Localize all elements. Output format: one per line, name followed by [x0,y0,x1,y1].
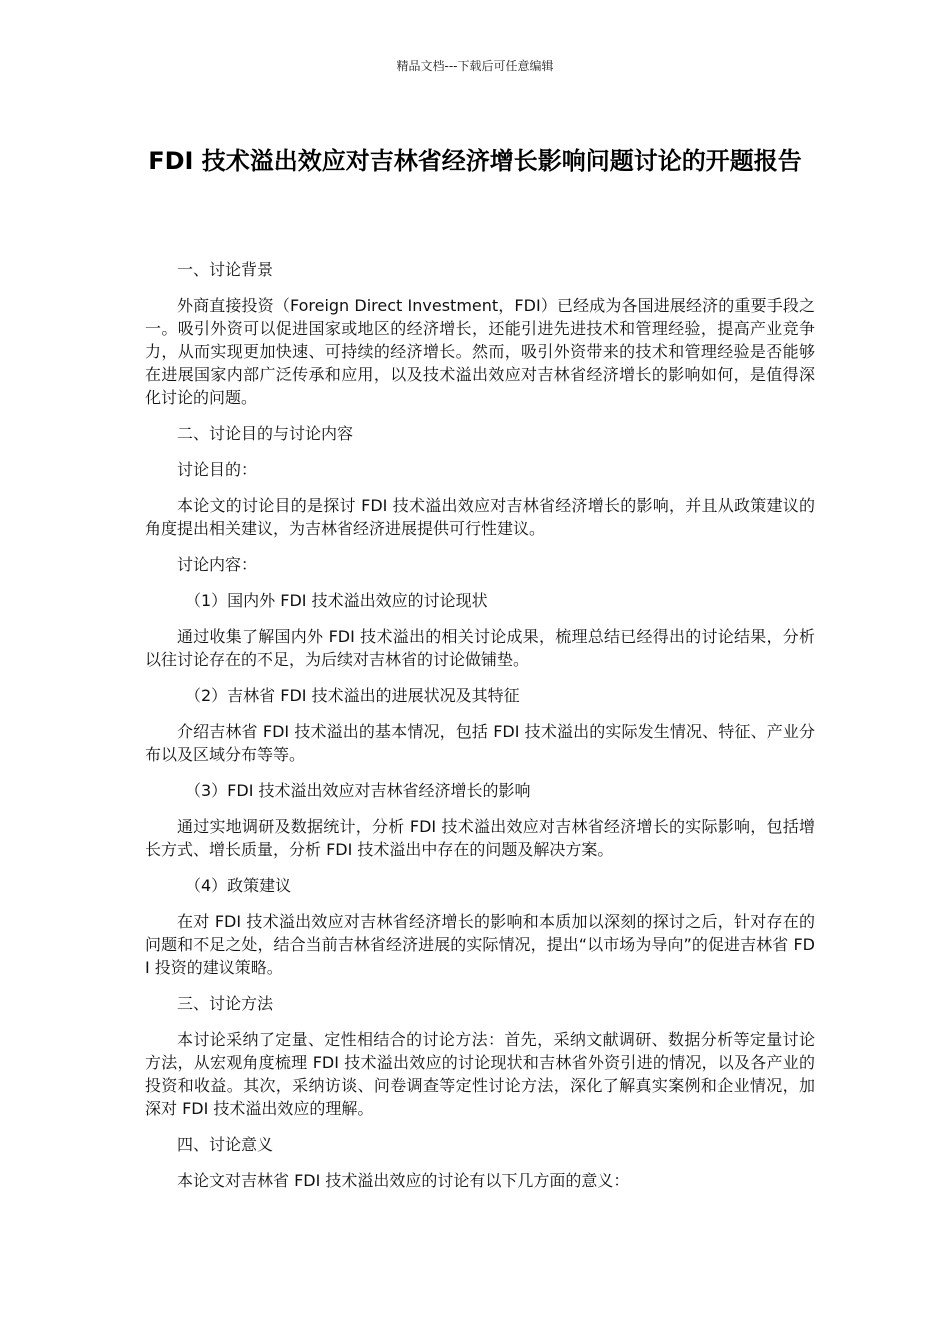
section-heading-background: 一、讨论背景 [177,260,274,279]
document-title: FDI 技术溢出效应对吉林省经济增长影响问题讨论的开题报告 [148,147,802,175]
page-header: 精品文档---下载后可任意编辑 [396,59,554,73]
section-heading-method: 三、讨论方法 [177,994,274,1013]
purpose-paragraph: 本论文的讨论目的是探讨 FDI 技术溢出效应对吉林省经济增长的影响，并且从政策建议的角度提出相关建议，为吉林省经济进展提供可行性建议。 [145,496,815,538]
method-paragraph: 本讨论采纳了定量、定性相结合的讨论方法：首先，采纳文献调研、数据分析等定量讨论方法，从宏观角度梳理 FDI 技术溢出效应的讨论现状和吉林省外资引进的情况，以及各产业的投资和收益。其次，采纳访谈、问卷调查等定性讨论方法，深化了解真实案例和企业情况，加深对 FDI 技术溢出效应的理解。 [145,1030,815,1118]
section-heading-objective: 二、讨论目的与讨论内容 [177,424,354,443]
content-item-title: （4）政策建议 [185,876,292,895]
significance-paragraph: 本论文对吉林省 FDI 技术溢出效应的讨论有以下几方面的意义： [177,1171,630,1190]
content-item-title: （3）FDI 技术溢出效应对吉林省经济增长的影响 [185,781,531,800]
content-item-paragraph: 通过收集了解国内外 FDI 技术溢出的相关讨论成果，梳理总结已经得出的讨论结果，分析以往讨论存在的不足，为后续对吉林省的讨论做铺垫。 [145,627,815,669]
background-paragraph: 外商直接投资（Foreign Direct Investment，FDI）已经成为各国进展经济的重要手段之一。吸引外资可以促进国家或地区的经济增长，还能引进先进技术和管理经验，提高产业竞争力，从而实现更加快速、可持续的经济增长。然而，吸引外资带来的技术和管理经验是否能够在进展国家内部广泛传承和应用，以及技术溢出效应对吉林省经济增长的影响如何，是值得深化讨论的问题。 [145,296,815,407]
section-heading-significance: 四、讨论意义 [177,1135,274,1154]
content-item-title: （2）吉林省 FDI 技术溢出的进展状况及其特征 [185,686,520,705]
content-item-paragraph: 介绍吉林省 FDI 技术溢出的基本情况，包括 FDI 技术溢出的实际发生情况、特征、产业分布以及区域分布等等。 [145,722,815,764]
document-body [145,258,815,1205]
content-label: 讨论内容： [177,555,258,574]
content-item-paragraph: 在对 FDI 技术溢出效应对吉林省经济增长的影响和本质加以深刻的探讨之后，针对存在的问题和不足之处，结合当前吉林省经济进展的实际情况，提出“以市场为导向”的促进吉林省 FDI 投资的建议策略。 [145,912,815,977]
content-item-paragraph: 通过实地调研及数据统计，分析 FDI 技术溢出效应对吉林省经济增长的实际影响，包括增长方式、增长质量，分析 FDI 技术溢出中存在的问题及解决方案。 [145,817,815,859]
purpose-label: 讨论目的： [177,460,258,479]
content-item-title: （1）国内外 FDI 技术溢出效应的讨论现状 [185,591,488,610]
